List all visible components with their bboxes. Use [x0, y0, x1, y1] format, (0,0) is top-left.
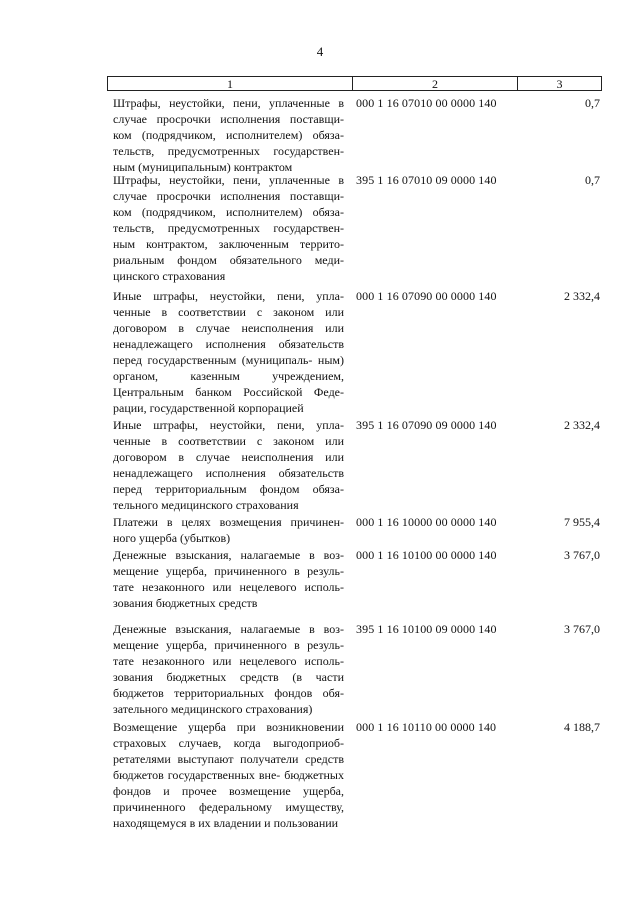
row-code: 000 1 16 07010 00 0000 140 [356, 96, 497, 110]
table-header [107, 76, 602, 91]
row-code: 395 1 16 07010 09 0000 140 [356, 173, 497, 187]
row-code: 395 1 16 10100 09 0000 140 [356, 622, 497, 636]
row-name: Возмещение ущерба при возникновении страховых случаев, когда выгодоприоб- ретателями выступают получатели средств бюджетов государственных вне- бюджетных фондов и прочее возмещение ущерба, причиненного федеральному имуществу, находящемуся в их владении и пользовании [113, 720, 344, 830]
row-amount: 4 188,7 [564, 720, 600, 734]
row-name: Денежные взыскания, налагаемые в воз- мещение ущерба, причиненного в резуль- тате незаконного или нецелевого исполь- зования бюджетных средств [113, 548, 344, 610]
row-amount: 2 332,4 [564, 418, 600, 432]
page-number: 4 [316, 44, 324, 59]
row-amount: 0,7 [585, 96, 600, 110]
row-amount: 3 767,0 [564, 622, 600, 636]
row-name: Платежи в целях возмещения причинен- ного ущерба (убытков) [113, 515, 344, 545]
row-code: 000 1 16 07090 00 0000 140 [356, 289, 497, 303]
row-code: 000 1 16 10100 00 0000 140 [356, 548, 497, 562]
row-code: 000 1 16 10000 00 0000 140 [356, 515, 497, 529]
row-name: Иные штрафы, неустойки, пени, упла- ченные в соответствии с законом или договором в случае неисполнения или ненадлежащего исполнения обязательств перед территориальным фондом обязa- тельного медицинского страхования [113, 418, 344, 512]
row-code: 000 1 16 10110 00 0000 140 [356, 720, 497, 734]
header-col-2: 2 [353, 77, 518, 90]
row-name: Денежные взыскания, налагаемые в воз- мещение ущерба, причиненного в резуль- тате незаконного или нецелевого исполь- зования бюджетных средств (в части бюджетов территориальных фондов обя- зательного медицинского страхования) [113, 622, 344, 716]
row-amount: 3 767,0 [564, 548, 600, 562]
row-name: Штрафы, неустойки, пени, уплаченные в случае просрочки исполнения поставщи- ком (подрядчиком, исполнителем) обяза- тельств, предусмотренных государствен- ным контрактом, заключенным террито- риальным фондом обязательного меди- цинского страхования [113, 173, 344, 283]
row-amount: 7 955,4 [564, 515, 600, 529]
header-col-1: 1 [108, 77, 353, 90]
row-amount: 2 332,4 [564, 289, 600, 303]
header-col-3: 3 [556, 77, 563, 91]
row-name: Штрафы, неустойки, пени, уплаченные в случае просрочки исполнения поставщи- ком (подрядчиком, исполнителем) обяза- тельств, предусмотренных государствен- ным (муниципальным) контрактом [113, 96, 344, 174]
row-amount: 0,7 [585, 173, 600, 187]
row-code: 395 1 16 07090 09 0000 140 [356, 418, 497, 432]
row-name: Иные штрафы, неустойки, пени, упла- ченные в соответствии с законом или договором в случае неисполнения или ненадлежащего исполнения обязательств перед государственным (муниципаль- ным) органом, казенным учреждением, Центральным банком Российской Феде- рации, государственной корпорацией [113, 289, 344, 415]
